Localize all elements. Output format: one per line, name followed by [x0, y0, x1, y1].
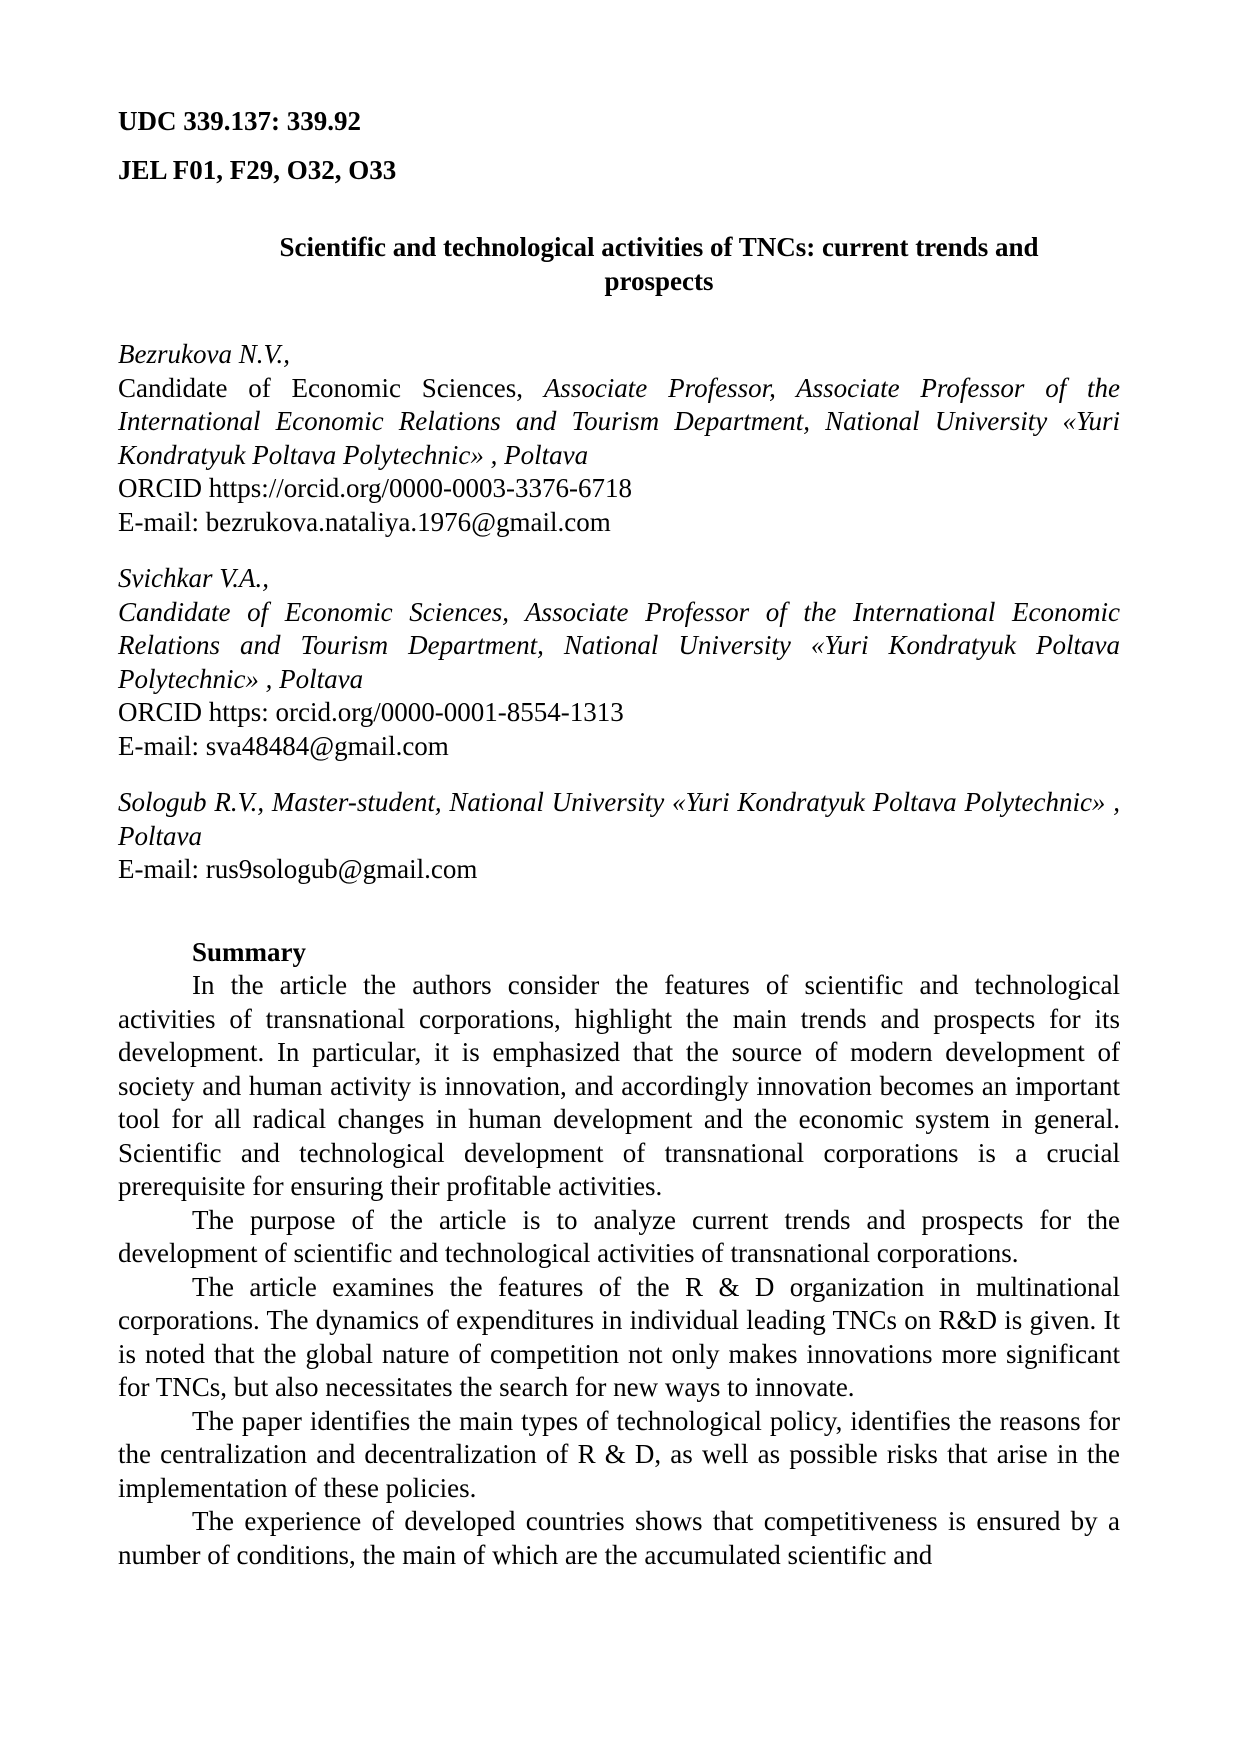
author-position: Sologub R.V., Master-student, National University «Yuri Kondratyuk Poltava Polytechnic» , Poltava	[118, 787, 1120, 851]
udc-code: UDC 339.137: 339.92	[118, 106, 361, 136]
author-degree: Candidate of Economic Sciences,	[118, 372, 524, 403]
summary-heading: Summary	[192, 936, 306, 967]
author-position: Associate Professor, Associate Professor of the International Economic Relations and Tourism Department, National University «Yuri Kondratyuk Poltava Polytechnic» , Poltava	[118, 372, 1120, 470]
paper-page	[118, 105, 1120, 1572]
summary-paragraph: The purpose of the article is to analyze current trends and prospects for the development of scientific and technological activities of transnational corporations.	[118, 1204, 1120, 1268]
author-affiliation	[118, 372, 1120, 473]
author-orcid: ORCID https://orcid.org/0000-0003-3376-6718	[118, 473, 632, 503]
summary-section	[118, 936, 1120, 1573]
jel-code: JEL F01, F29, O32, O33	[118, 154, 397, 185]
author-email: E-mail: rus9sologub@gmail.com	[118, 854, 478, 884]
author-email: E-mail: bezrukova.nataliya.1976@gmail.com	[118, 506, 611, 537]
author-block-1	[118, 338, 1120, 539]
summary-paragraph: In the article the authors consider the features of scientific and technological activities of transnational corporations, highlight the main trends and prospects for its development. In particular, it is emphasized that the source of modern development of society and human activity is innovation, and accordingly innovation becomes an important tool for all radical changes in human development and the economic system in general. Scientific and technological development of transnational corporations is a crucial prerequisite for ensuring their profitable activities.	[118, 970, 1120, 1201]
author-orcid: ORCID https: orcid.org/0000-0001-8554-1313	[118, 697, 624, 727]
paper-title: Scientific and technological activities of TNCs: current trends and prospects	[279, 232, 1039, 296]
author-block-2	[118, 562, 1120, 763]
author-name: Svichkar V.A.,	[118, 563, 269, 593]
author-email: E-mail: sva48484@gmail.com	[118, 730, 449, 761]
summary-paragraph: The paper identifies the main types of technological policy, identifies the reasons for the centralization and decentralization of R & D, as well as possible risks that arise in the implementation of these policies.	[118, 1405, 1120, 1503]
author-name: Bezrukova N.V.,	[118, 339, 290, 369]
summary-paragraph: The experience of developed countries shows that competitiveness is ensured by a number of conditions, the main of which are the accumulated scientific and	[118, 1506, 1120, 1570]
author-position: Candidate of Economic Sciences, Associate Professor of the International Economic Relations and Tourism Department, National University «Yuri Kondratyuk Poltava Polytechnic» , Poltava	[118, 596, 1120, 694]
author-block-3	[118, 786, 1120, 887]
summary-paragraph: The article examines the features of the R & D organization in multinational corporations. The dynamics of expenditures in individual leading TNCs on R&D is given. It is noted that the global nature of competition not only makes innovations more significant for TNCs, but also necessitates the search for new ways to innovate.	[118, 1271, 1120, 1402]
